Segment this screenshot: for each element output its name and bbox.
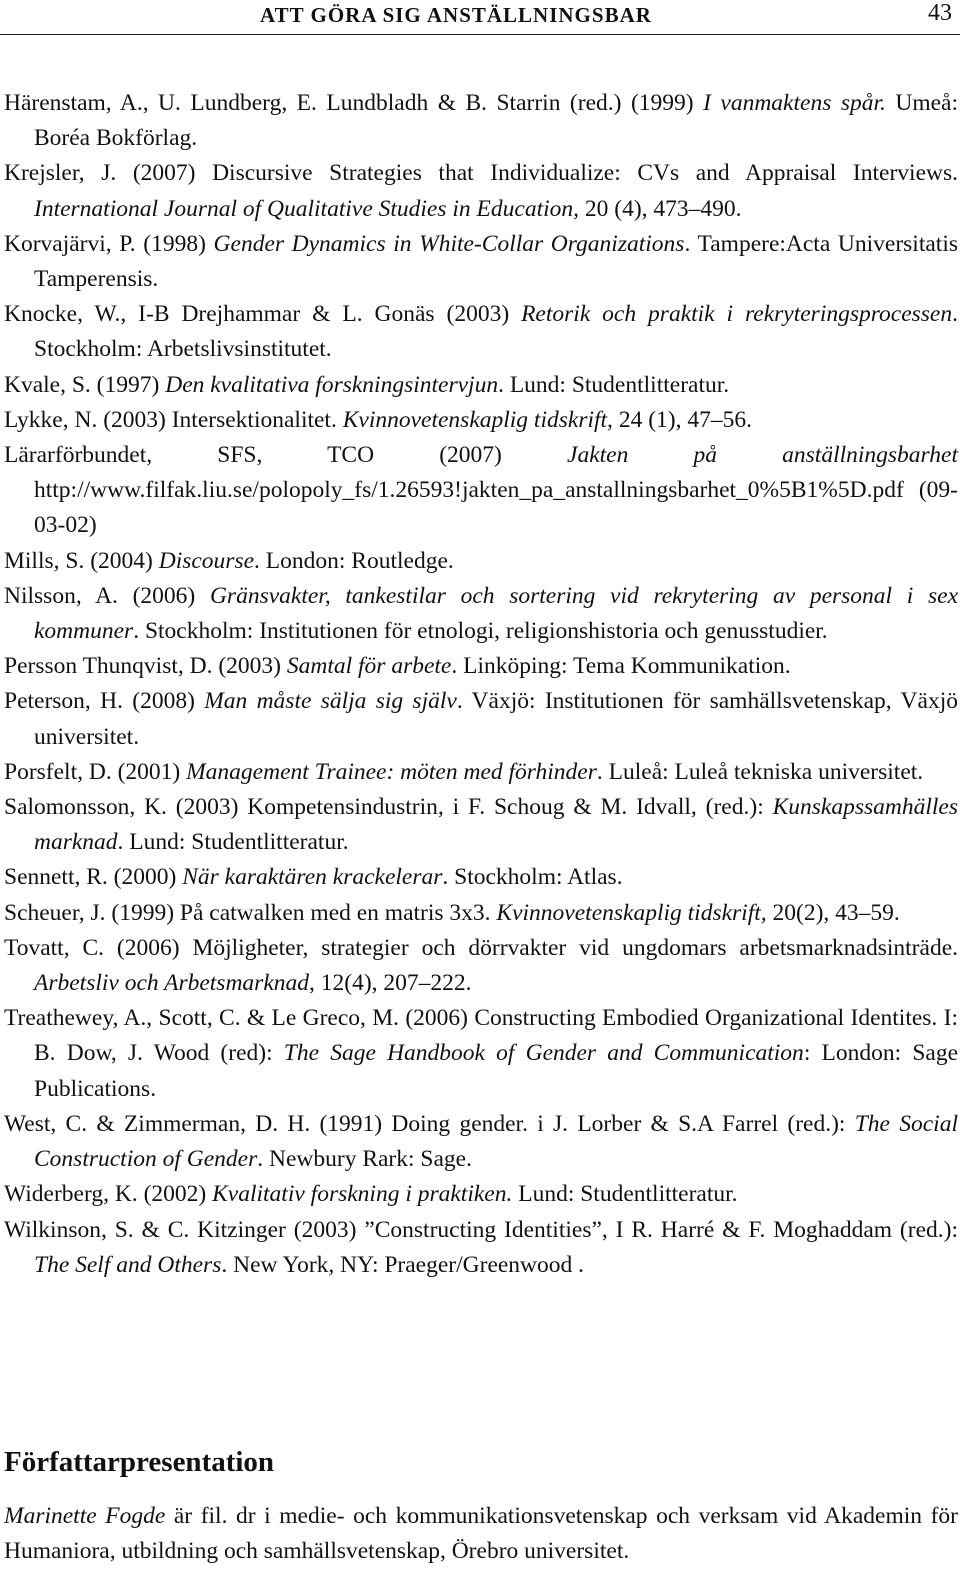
reference-entry bbox=[4, 896, 958, 931]
reference-list bbox=[4, 86, 958, 1283]
reference-entry bbox=[4, 297, 958, 367]
reference-publication: . Linköping: Tema Kommunikation. bbox=[451, 653, 791, 680]
reference-entry bbox=[4, 1107, 958, 1177]
reference-title: Jakten på anställningsbarhet bbox=[567, 442, 958, 469]
reference-title: The Social Construction of Gender bbox=[34, 1110, 958, 1173]
running-title: ATT GÖRA SIG ANSTÄLLNINGSBAR bbox=[260, 3, 652, 27]
reference-text: Knocke, W., I-B Drejhammar & L. Gonäs (2003) bbox=[4, 301, 522, 328]
reference-entry bbox=[4, 227, 958, 297]
reference-entry bbox=[4, 860, 958, 895]
reference-title: Discourse bbox=[158, 547, 255, 574]
reference-title: Man måste sälja sig själv bbox=[204, 688, 457, 715]
reference-text: Sennett, R. (2000) bbox=[4, 864, 183, 891]
reference-publication: 20 (4), 473–490. bbox=[579, 195, 742, 222]
reference-entry bbox=[4, 156, 958, 226]
reference-entry bbox=[4, 755, 958, 790]
reference-publication: Umeå: Boréa Bokförlag. bbox=[34, 90, 959, 152]
reference-publication: 20(2), 43–59. bbox=[766, 899, 900, 926]
reference-text: Härenstam, A., U. Lundberg, E. Lundbladh & B. Starrin (red.) (1999) bbox=[4, 90, 704, 116]
reference-text: Lärarförbundet, SFS, TCO (2007) bbox=[4, 442, 568, 469]
reference-title: Retorik och praktik i rekryteringsprocessen bbox=[521, 301, 953, 328]
reference-entry bbox=[4, 931, 958, 1001]
reference-entry bbox=[4, 790, 958, 860]
reference-entry bbox=[4, 579, 958, 649]
reference-title: Kvinnovetenskaplig tidskrift, bbox=[496, 899, 767, 926]
running-header bbox=[0, 0, 960, 44]
reference-publication: . Stockholm: Institutionen för etnologi, religionshistoria och genusstudier. bbox=[133, 618, 828, 645]
reference-title: Samtal för arbete bbox=[286, 653, 452, 680]
reference-text: Mills, S. (2004) bbox=[4, 547, 159, 574]
reference-publication: 24 (1), 47–56. bbox=[612, 406, 752, 433]
reference-title: Gränsvakter, tankestilar och sortering vid rekrytering av personal i sex kommuner bbox=[34, 582, 958, 645]
reference-publication: http://www.filfak.liu.se/polopoly_fs/1.26593!jakten_pa_anstallningsbarhet_0%5B1%5D.pdf (09-03-02) bbox=[34, 477, 958, 539]
reference-entry bbox=[4, 1177, 958, 1212]
reference-text: Nilsson, A. (2006) bbox=[4, 582, 210, 609]
reference-title: Gender Dynamics in White-Collar Organizations bbox=[213, 230, 685, 257]
reference-entry bbox=[4, 684, 958, 754]
reference-title: Den kvalitativa forskningsintervjun bbox=[165, 371, 499, 398]
reference-text: Tovatt, C. (2006) Möjligheter, strategier och dörrvakter vid ungdomars arbetsmarknadsinträde. bbox=[4, 934, 958, 961]
reference-text: Treathewey, A., Scott, C. & Le Greco, M. (2006) Constructing Embodied Organizational Identites. I: B. Dow, J. Wood (red): bbox=[4, 1005, 958, 1067]
reference-entry bbox=[4, 438, 958, 544]
reference-title: Management Trainee: möten med förhinder bbox=[186, 758, 597, 785]
reference-publication: : London: Sage Publications. bbox=[34, 1040, 959, 1102]
reference-publication: . Stockholm: Arbetslivsinstitutet. bbox=[34, 301, 958, 363]
header-rule bbox=[0, 34, 960, 35]
reference-title: Kunskapssamhälles marknad bbox=[34, 794, 958, 856]
reference-text: Lykke, N. (2003) Intersektionalitet. bbox=[4, 406, 343, 433]
reference-title: Kvinnovetenskaplig tidskrift, bbox=[342, 406, 613, 433]
reference-publication: . Växjö: Institutionen för samhällsvetenskap, Växjö universitet. bbox=[34, 688, 958, 750]
reference-entry bbox=[4, 649, 958, 684]
author-name: Marinette Fogde bbox=[4, 1503, 166, 1529]
reference-entry bbox=[4, 368, 958, 403]
reference-text: Krejsler, J. (2007) Discursive Strategies that Individualize: CVs and Appraisal Interviews. bbox=[4, 160, 958, 187]
reference-title: Kvalitativ forskning i praktiken. bbox=[212, 1181, 513, 1208]
reference-text: Widerberg, K. (2002) bbox=[4, 1181, 213, 1208]
reference-title: När karaktären krackelerar bbox=[182, 864, 443, 891]
reference-publication: . Newbury Rark: Sage. bbox=[257, 1146, 472, 1173]
reference-entry bbox=[4, 403, 958, 438]
reference-publication: . New York, NY: Praeger/Greenwood . bbox=[221, 1251, 585, 1278]
reference-text: Korvajärvi, P. (1998) bbox=[4, 230, 214, 257]
reference-title: I vanmaktens spår. bbox=[703, 90, 886, 116]
reference-text: Persson Thunqvist, D. (2003) bbox=[4, 653, 287, 680]
reference-entry bbox=[4, 544, 958, 579]
reference-publication: , 12(4), 207–222. bbox=[309, 970, 472, 997]
reference-entry bbox=[4, 86, 958, 156]
reference-text: Salomonsson, K. (2003) Kompetensindustrin, i F. Schoug & M. Idvall, (red.): bbox=[4, 794, 773, 821]
reference-publication: . London: Routledge. bbox=[254, 547, 454, 574]
reference-entry bbox=[4, 1213, 958, 1283]
author-bio-text: är fil. dr i medie- och kommunikationsvetenskap och verksam vid Akademin för Humaniora, utbildning och samhällsvetenskap, Örebro universitet. bbox=[4, 1503, 958, 1565]
reference-publication: . Lund: Studentlitteratur. bbox=[117, 829, 349, 856]
author-bio bbox=[4, 1499, 958, 1569]
reference-text: Scheuer, J. (1999) På catwalken med en matris 3x3. bbox=[4, 899, 497, 926]
reference-publication: Lund: Studentlitteratur. bbox=[512, 1181, 738, 1208]
reference-entry bbox=[4, 1001, 958, 1107]
reference-title: International Journal of Qualitative Studies in Education, bbox=[34, 195, 580, 222]
reference-text: West, C. & Zimmerman, D. H. (1991) Doing gender. i J. Lorber & S.A Farrel (red.): bbox=[4, 1110, 855, 1137]
reference-text: Peterson, H. (2008) bbox=[4, 688, 205, 715]
reference-text: Wilkinson, S. & C. Kitzinger (2003) ”Constructing Identities”, I R. Harré & F. Moghaddam (red.): bbox=[4, 1216, 958, 1243]
reference-publication: . Lund: Studentlitteratur. bbox=[498, 371, 730, 398]
reference-publication: . Tampere:Acta Universitatis Tamperensis. bbox=[34, 230, 958, 293]
reference-title: Arbetsliv och Arbetsmarknad bbox=[34, 970, 310, 997]
reference-publication: . Stockholm: Atlas. bbox=[442, 864, 623, 891]
reference-title: The Self and Others bbox=[34, 1251, 222, 1278]
reference-publication: . Luleå: Luleå tekniska universitet. bbox=[596, 758, 924, 785]
reference-text: Kvale, S. (1997) bbox=[4, 371, 166, 398]
reference-title: The Sage Handbook of Gender and Communication bbox=[283, 1040, 804, 1067]
section-heading-author: Författarpresentation bbox=[4, 1446, 275, 1478]
page-number: 43 bbox=[928, 0, 952, 26]
reference-text: Porsfelt, D. (2001) bbox=[4, 758, 187, 785]
